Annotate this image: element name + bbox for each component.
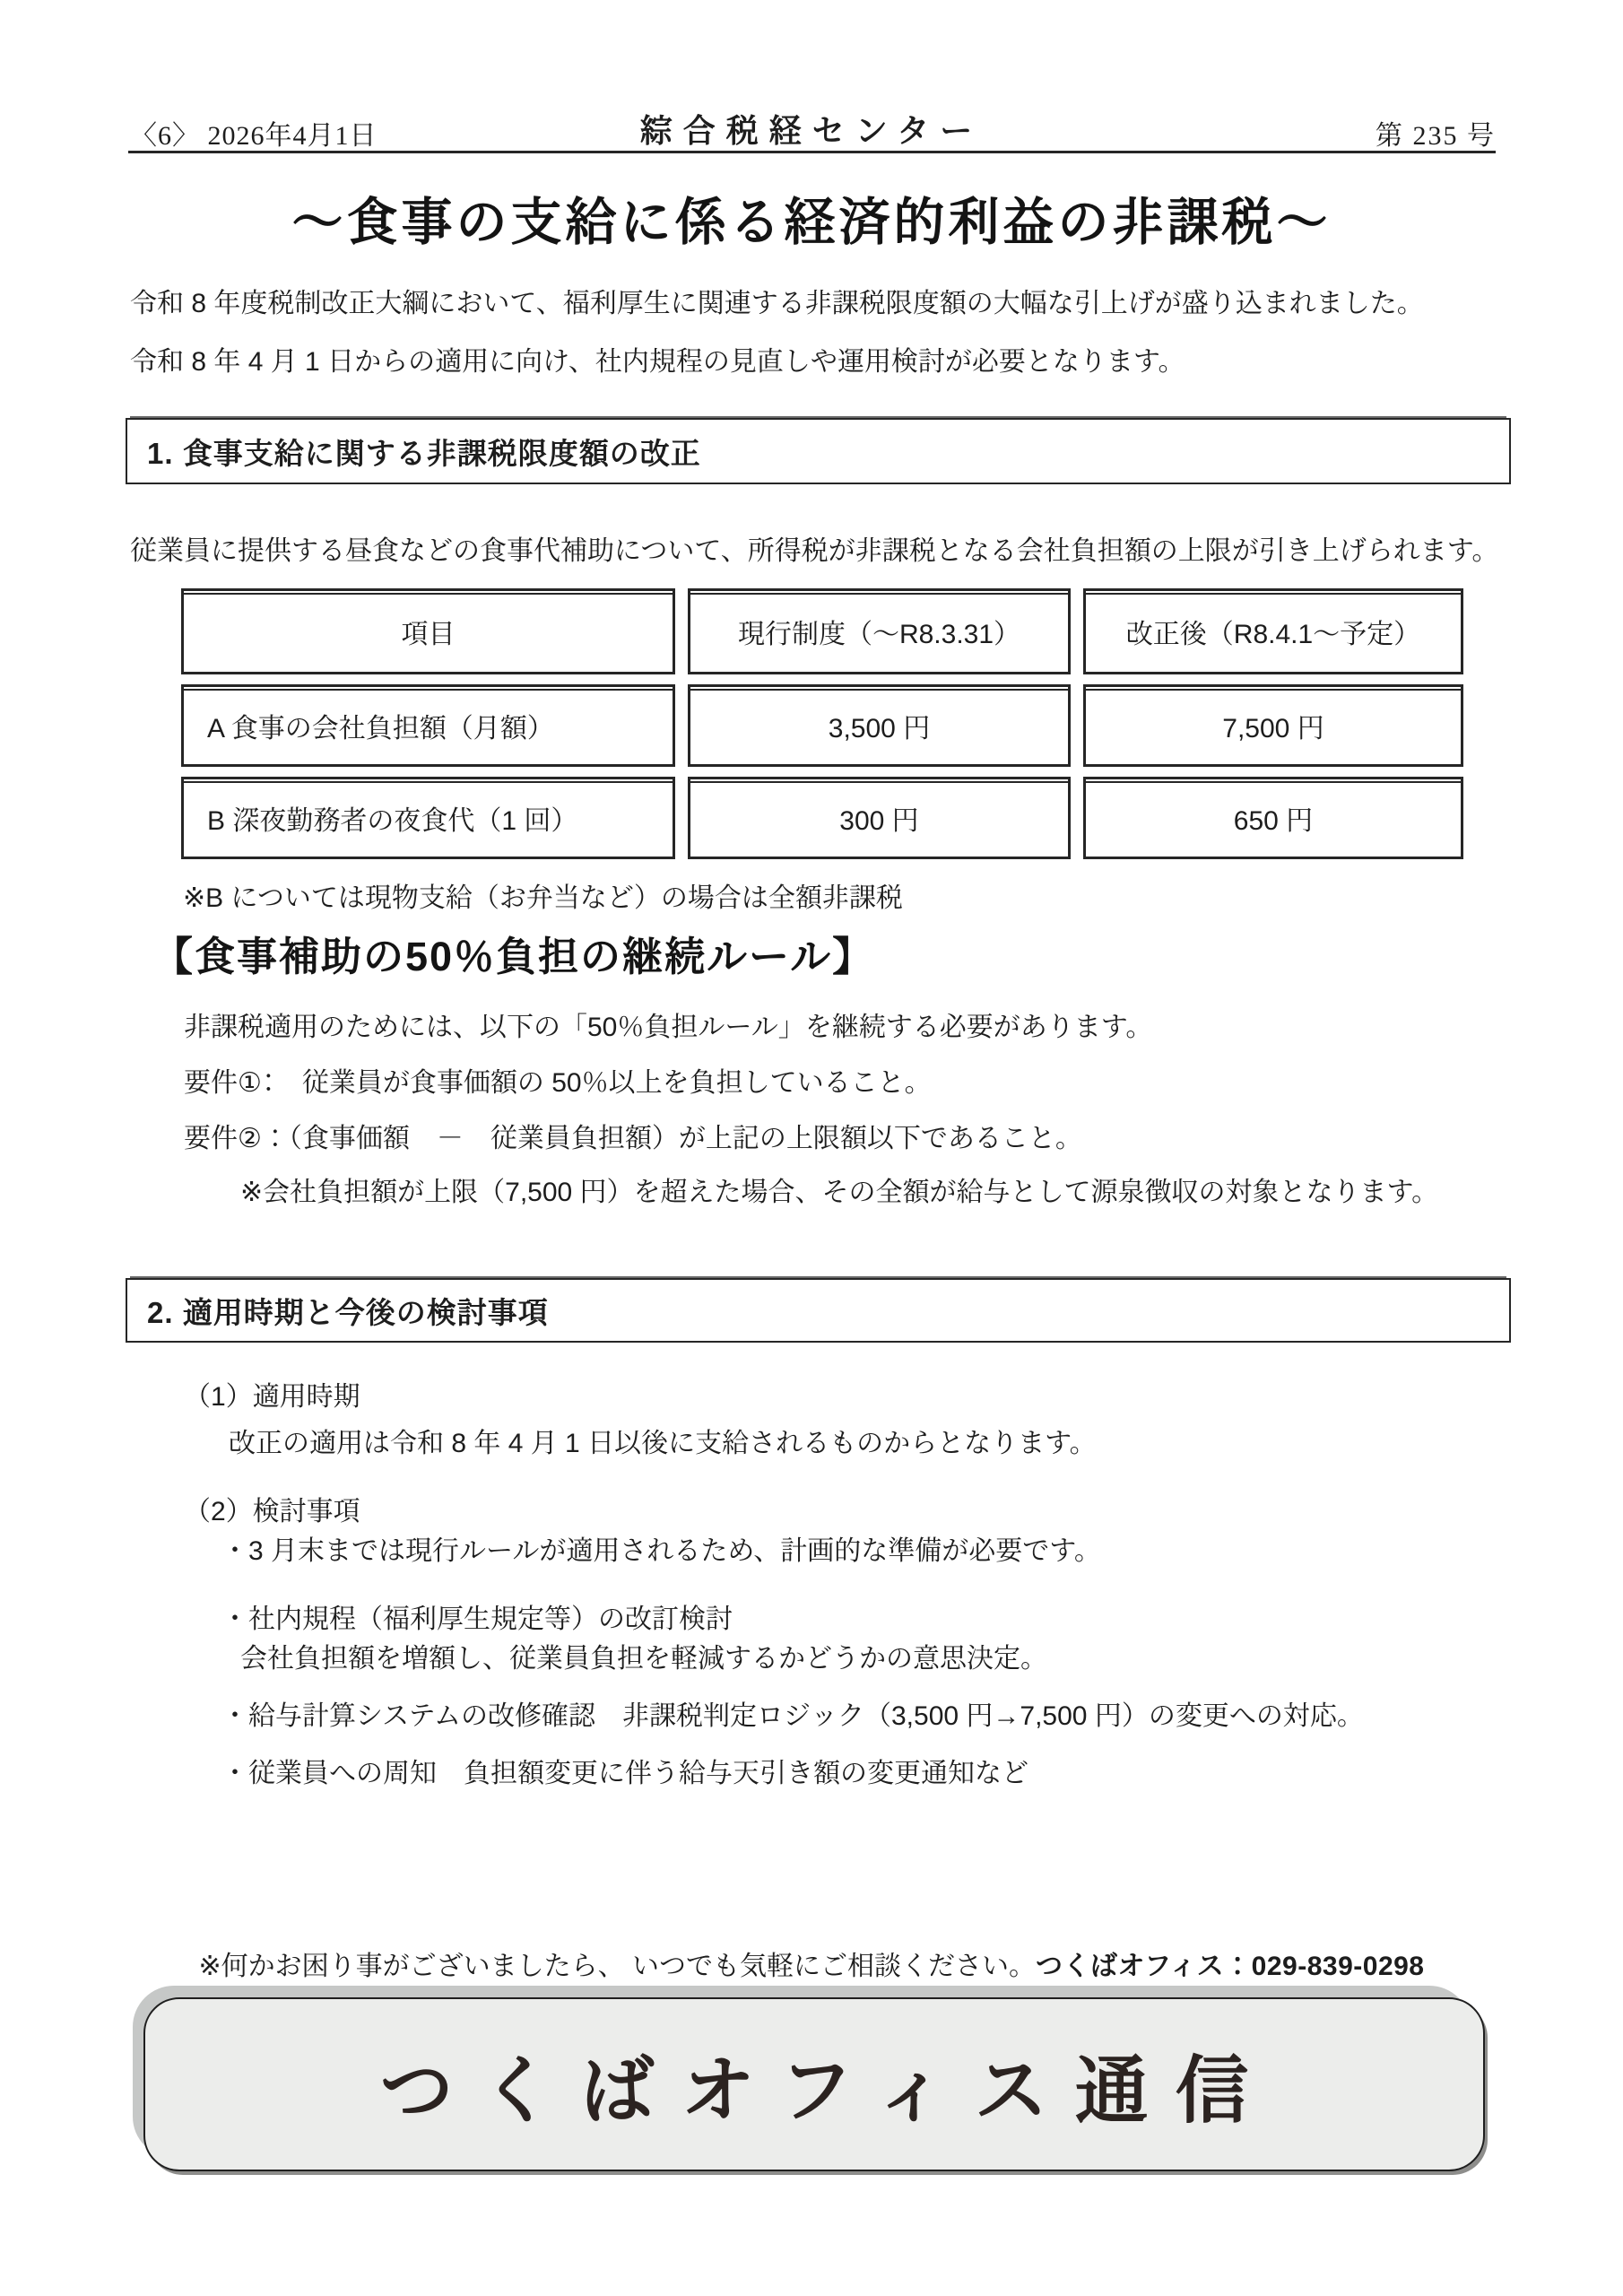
section-1-heading-box [126,418,1511,484]
table-header-revised: 改正後（R8.4.1～予定） [1083,588,1463,674]
header-page-date: 〈6〉 2026年4月1日 [130,121,378,151]
rule-requirement-1: 要件①： 従業員が食事価額の 50％以上を負担していること。 [184,1068,932,1098]
section-1-lead: 従業員に提供する昼食などの食事代補助について、所得税が非課税となる会社負担額の上限が引き上げられます。 [130,536,1499,566]
section-2-heading: 2. 適用時期と今後の検討事項 [147,1295,549,1329]
section-2-bullet: ・給与計算システムの改修確認 非課税判定ロジック（3,500 円→7,500 円）の変更への対応。 [221,1701,1364,1731]
table-header-current: 現行制度（～R8.3.31） [688,588,1071,674]
rule-block-heading: 【食事補助の50％負担の継続ルール】 [152,934,875,979]
section-1-heading: 1. 食事支給に関する非課税限度額の改正 [147,436,701,470]
contact-phone: つくばオフィス：029-839-0298 [1035,1952,1425,1981]
office-banner [143,1997,1485,2171]
table-row-b-item: B 深夜勤務者の夜食代（1 回） [181,777,675,859]
table-row-a-item: A 食事の会社負担額（月額） [181,684,675,767]
contact-note [0,1944,1623,1983]
table-row-a-revised: 7,500 円 [1083,684,1463,767]
section-2-sub2-title: （2）検討事項 [184,1497,360,1526]
intro-line: 令和 8 年度税制改正大綱において、福利厚生に関連する非課税限度額の大幅な引上げが盛り込まれました。 [130,289,1424,318]
table-row-b-current: 300 円 [688,777,1071,859]
article-title: ～食事の支給に係る経済的利益の非課税～ [291,194,1332,251]
table-note: ※B については現物支給（お弁当など）の場合は全額非課税 [183,883,903,913]
section-2-heading-box [126,1278,1511,1343]
rule-block-note: ※会社負担額が上限（7,500 円）を超えた場合、その全額が給与として源泉徴収の対象となります。 [240,1178,1439,1207]
section-2-sub1-body: 改正の適用は令和 8 年 4 月 1 日以後に支給されるものからとなります。 [229,1429,1097,1458]
section-2-bullet: ・社内規程（福利厚生規定等）の改訂検討 [221,1605,733,1634]
table-row-a-current: 3,500 円 [688,684,1071,767]
header-masthead: 綜合税経センター [639,113,984,149]
banner-title: つくばオフィス通信 [379,2049,1276,2132]
header-rule [128,151,1496,153]
header-issue-number: 第 235 号 [1376,121,1496,151]
section-2-sub1-title: （1）適用時期 [184,1382,360,1412]
section-2-bullet: ・3 月末までは現行ルールが適用されるため、計画的な準備が必要です。 [221,1536,1101,1566]
intro-line: 令和 8 年 4 月 1 日からの適用に向け、社内規程の見直しや運用検討が必要となります。 [130,347,1185,377]
limit-comparison-table [181,588,1463,859]
table-row-b-revised: 650 円 [1083,777,1463,859]
table-header-item: 項目 [181,588,675,674]
rule-block-lead: 非課税適用のためには、以下の「50％負担ルール」を継続する必要があります。 [184,1013,1153,1042]
section-2-bullet-sub: 会社負担額を増額し、従業員負担を軽減するかどうかの意思決定。 [240,1644,1047,1674]
rule-requirement-2: 要件②：（食事価額 － 従業員負担額）が上記の上限額以下であること。 [184,1124,1082,1153]
section-2-bullet: ・従業員への周知 負担額変更に伴う給与天引き額の変更通知など [221,1759,1028,1788]
contact-note-text: ※何かお困り事がございましたら、 いつでも気軽にご相談ください。 [198,1952,1036,1981]
